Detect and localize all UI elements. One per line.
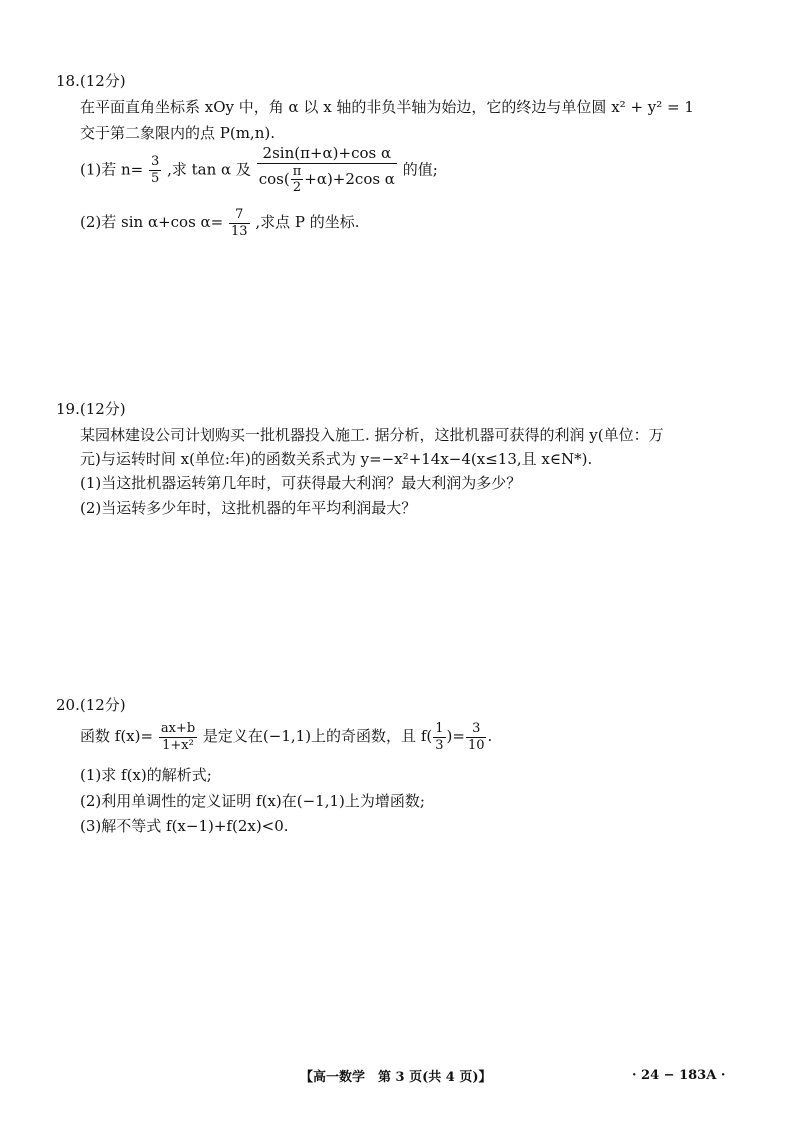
q20-stem-end: . [487, 727, 493, 746]
q18-part1-expression-fraction [257, 146, 397, 195]
q18-part1 [80, 146, 438, 195]
q18-intro-line2: 交于第二象限内的点 P(m,n). [80, 124, 275, 142]
q20-stem-eq: )= [446, 727, 465, 746]
fraction-numerator: 3 [151, 154, 160, 170]
fraction-numerator: 7 [229, 208, 250, 224]
q20-part1: (1)求 f(x)的解析式; [80, 766, 212, 784]
page-footer-code: · 24 − 183A · [632, 1068, 726, 1083]
fraction-denominator: 2 [292, 180, 302, 196]
q19-part1: (1)当这批机器运转第几年时，可获得最大利润？最大利润为多少？ [80, 474, 522, 492]
q20-stem [80, 722, 492, 752]
q20-part3: (3)解不等式 f(x−1)+f(2x)<0. [80, 817, 289, 835]
q19-header: 19.(12分) [56, 400, 126, 418]
q18-part1-prefix: (1)若 n= [80, 160, 144, 179]
den-part-a: cos( [258, 169, 290, 188]
q20-function-fraction [159, 722, 197, 752]
fraction-numerator: ax+b [160, 721, 196, 736]
q18-part1-mid: ,求 tan α 及 [167, 160, 251, 179]
page-footer-center: 【高一数学 第 3 页(共 4 页)】 [300, 1070, 492, 1085]
fraction-numerator: 3 [466, 722, 487, 738]
q19-line2: 元)与运转时间 x(单位:年)的函数关系式为 y=−x²+14x−4(x≤13,且 x∈N*). [80, 450, 593, 468]
fraction-numerator: 1 [435, 721, 444, 736]
q20-part2: (2)利用单调性的定义证明 f(x)在(−1,1)上为增函数; [80, 792, 425, 810]
fraction-numerator: π [292, 163, 302, 179]
fraction-numerator: 2sin(π+α)+cos α [257, 146, 397, 164]
fraction-denominator [257, 164, 397, 195]
q18-part1-n-fraction [149, 155, 161, 185]
q20-stem-prefix: 函数 f(x)= [80, 727, 154, 746]
fraction-denominator: 3 [435, 737, 444, 753]
fraction-denominator: 1+x² [162, 737, 194, 753]
fraction-denominator: 13 [231, 223, 248, 239]
q18-part2-prefix: (2)若 sin α+cos α= [80, 213, 224, 232]
fraction-denominator: 10 [467, 737, 485, 753]
q20-argument-fraction [433, 722, 445, 752]
q18-part2 [80, 208, 360, 238]
den-part-b: +α)+2cos α [304, 169, 395, 188]
q20-stem-mid: 是定义在(−1,1)上的奇函数，且 f( [202, 727, 433, 746]
fraction-denominator: 5 [151, 171, 160, 187]
q18-header: 18.(12分) [56, 72, 126, 90]
pi-over-2-fraction [291, 165, 304, 195]
q18-part2-suffix: ,求点 P 的坐标. [255, 213, 360, 232]
q18-intro-line1: 在平面直角坐标系 xOy 中，角 α 以 x 轴的非负半轴为始边，它的终边与单位圆 x² + y² = 1 [80, 98, 694, 116]
q20-value-fraction [466, 722, 487, 752]
q18-part1-suffix: 的值; [402, 160, 438, 179]
q20-header: 20.(12分) [56, 696, 126, 714]
q19-part2: (2)当运转多少年时，这批机器的年平均利润最大？ [80, 499, 417, 517]
q18-part2-fraction [229, 208, 250, 238]
q19-line1: 某园林建设公司计划购买一批机器投入施工. 据分析，这批机器可获得的利润 y(单位：万 [80, 426, 664, 444]
